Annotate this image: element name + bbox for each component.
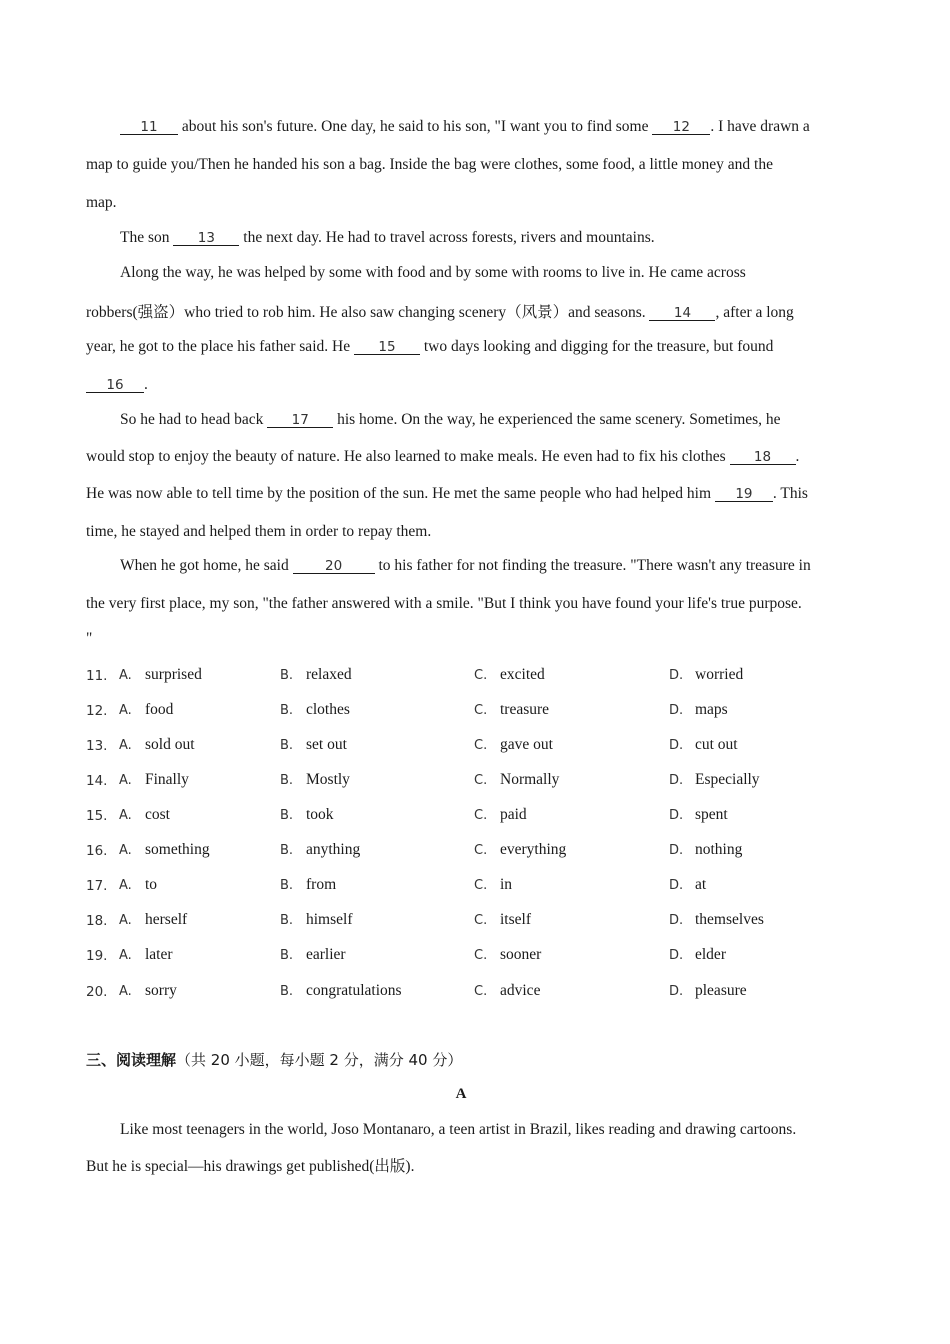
option-letter-a: A. <box>119 948 132 963</box>
passage-line <box>120 557 811 575</box>
option-a[interactable]: something <box>145 841 210 858</box>
passage-line: Like most teenagers in the world, Joso Montanaro, a teen artist in Brazil, likes reading and drawing cartoons. <box>120 1121 797 1138</box>
passage-text: would stop to enjoy the beauty of nature. He also learned to make meals. He even had to fix his clothes <box>86 448 726 465</box>
option-d[interactable]: themselves <box>695 911 764 928</box>
question-number: 12. <box>86 703 108 719</box>
passage-text: . I have drawn a <box>710 118 810 135</box>
option-letter-d: D. <box>669 984 684 999</box>
blank-14: 14 <box>649 306 715 321</box>
option-row <box>86 911 864 933</box>
question-number: 14. <box>86 773 108 789</box>
option-letter-c: C. <box>474 773 488 788</box>
option-a[interactable]: cost <box>145 806 170 823</box>
option-letter-c: C. <box>474 843 488 858</box>
passage-text: , after a long <box>715 304 794 321</box>
option-letter-a: A. <box>119 843 132 858</box>
option-d[interactable]: pleasure <box>695 982 747 999</box>
blank-16: 16 <box>86 378 144 393</box>
passage-line: the very first place, my son, "the father answered with a smile. "But I think you have found your life's true purpose. <box>86 595 802 612</box>
section-note: （共 20 小题，每小题 2 分，满分 40 分） <box>176 1051 463 1069</box>
option-b[interactable]: took <box>306 806 334 823</box>
option-letter-c: C. <box>474 913 488 928</box>
passage-text: . This <box>772 485 808 502</box>
passage-text: about his son's future. One day, he said to his son, "I want you to find some <box>181 118 649 135</box>
question-number: 18. <box>86 913 108 929</box>
passage-label: A <box>455 1086 467 1102</box>
option-letter-c: C. <box>474 948 488 963</box>
option-row <box>86 841 864 863</box>
passage-text: robbers(强盗）who tried to rob him. He also saw changing scenery（风景）and seasons. <box>86 304 646 321</box>
option-row <box>86 876 864 898</box>
passage-line <box>86 338 773 356</box>
blank-15: 15 <box>354 340 420 355</box>
option-d[interactable]: worried <box>695 666 744 683</box>
option-letter-b: B. <box>280 668 294 683</box>
option-a[interactable]: to <box>145 876 158 893</box>
option-letter-c: C. <box>474 808 488 823</box>
option-letter-d: D. <box>669 913 684 928</box>
option-c[interactable]: advice <box>500 982 541 999</box>
passage-line: Along the way, he was helped by some with food and by some with rooms to live in. He came across <box>120 264 746 281</box>
blank-17: 17 <box>267 413 333 428</box>
blank-13: 13 <box>173 231 239 246</box>
option-letter-d: D. <box>669 808 684 823</box>
option-letter-a: A. <box>119 703 132 718</box>
option-letter-d: D. <box>669 878 684 893</box>
option-letter-c: C. <box>474 984 488 999</box>
passage-line <box>86 485 808 503</box>
option-letter-d: D. <box>669 668 684 683</box>
passage-text: So he had to head back <box>120 411 264 428</box>
option-row <box>86 701 864 723</box>
blank-18: 18 <box>730 450 796 465</box>
option-a[interactable]: herself <box>145 911 188 928</box>
passage-text: When he got home, he said <box>120 557 289 574</box>
option-d[interactable]: at <box>695 876 707 893</box>
passage-line <box>120 118 810 136</box>
question-number: 16. <box>86 843 108 859</box>
option-b[interactable]: himself <box>306 911 353 928</box>
option-letter-a: A. <box>119 668 132 683</box>
option-c[interactable]: excited <box>500 666 545 683</box>
option-letter-a: A. <box>119 878 132 893</box>
question-number: 20. <box>86 984 108 1000</box>
option-a[interactable]: later <box>145 946 173 963</box>
option-c[interactable]: Normally <box>500 771 560 788</box>
option-letter-a: A. <box>119 738 132 753</box>
option-c[interactable]: treasure <box>500 701 550 718</box>
option-row <box>86 666 864 688</box>
option-row <box>86 771 864 793</box>
option-letter-b: B. <box>280 703 294 718</box>
passage-text: . <box>144 376 148 393</box>
option-letter-a: A. <box>119 808 132 823</box>
option-c[interactable]: gave out <box>500 736 553 753</box>
option-b[interactable]: relaxed <box>306 666 352 683</box>
option-letter-d: D. <box>669 703 684 718</box>
option-d[interactable]: Especially <box>695 771 760 788</box>
option-letter-b: B. <box>280 843 294 858</box>
option-letter-c: C. <box>474 668 488 683</box>
option-row <box>86 806 864 828</box>
passage-text: He was now able to tell time by the position of the sun. He met the same people who had helped him <box>86 485 712 502</box>
passage-line <box>120 229 655 247</box>
option-d[interactable]: spent <box>695 806 728 823</box>
question-number: 15. <box>86 808 108 824</box>
option-a[interactable]: food <box>145 701 174 718</box>
option-row <box>86 946 864 968</box>
passage-line: " <box>86 630 93 647</box>
option-letter-c: C. <box>474 703 488 718</box>
passage-line <box>86 300 794 322</box>
passage-line: time, he stayed and helped them in order to repay them. <box>86 523 432 540</box>
question-number: 11. <box>86 668 108 684</box>
option-d[interactable]: nothing <box>695 841 743 858</box>
option-a[interactable]: surprised <box>145 666 202 683</box>
passage-line: map to guide you/Then he handed his son a bag. Inside the bag were clothes, some food, a little money and the <box>86 156 773 173</box>
passage-text: two days looking and digging for the treasure, but found <box>423 338 774 355</box>
option-letter-d: D. <box>669 948 684 963</box>
option-c[interactable]: sooner <box>500 946 542 963</box>
option-letter-b: B. <box>280 808 294 823</box>
option-letter-b: B. <box>280 984 294 999</box>
option-letter-d: D. <box>669 843 684 858</box>
option-a[interactable]: sold out <box>145 736 195 753</box>
option-letter-a: A. <box>119 984 132 999</box>
passage-line: But he is special—his drawings get published(出版). <box>86 1158 415 1175</box>
passage-text: his home. On the way, he experienced the same scenery. Sometimes, he <box>337 411 781 428</box>
passage-text: year, he got to the place his father said. He <box>86 338 351 355</box>
blank-12: 12 <box>652 120 710 135</box>
passage-line <box>86 376 148 394</box>
question-number: 19. <box>86 948 108 964</box>
blank-20: 20 <box>293 559 375 574</box>
option-b[interactable]: set out <box>306 736 347 753</box>
question-number: 13. <box>86 738 108 754</box>
option-c[interactable]: paid <box>500 806 527 823</box>
section-title: 三、阅读理解 <box>86 1051 177 1069</box>
passage-line <box>86 448 799 466</box>
option-row <box>86 982 864 1004</box>
option-d[interactable]: elder <box>695 946 726 963</box>
option-letter-a: A. <box>119 913 132 928</box>
option-letter-c: C. <box>474 878 488 893</box>
passage-text: to his father for not finding the treasure. "There wasn't any treasure in <box>378 557 811 574</box>
passage-text: the next day. He had to travel across forests, rivers and mountains. <box>243 229 655 246</box>
option-b[interactable]: clothes <box>306 701 350 718</box>
option-d[interactable]: cut out <box>695 736 738 753</box>
option-a[interactable]: Finally <box>145 771 189 788</box>
passage-line <box>120 411 781 429</box>
option-letter-d: D. <box>669 738 684 753</box>
option-letter-d: D. <box>669 773 684 788</box>
option-letter-b: B. <box>280 738 294 753</box>
option-b[interactable]: anything <box>306 841 361 858</box>
blank-19: 19 <box>715 487 773 502</box>
passage-text: . <box>795 448 800 465</box>
option-b[interactable]: Mostly <box>306 771 350 788</box>
option-c[interactable]: everything <box>500 841 567 858</box>
option-letter-c: C. <box>474 738 488 753</box>
option-letter-b: B. <box>280 773 294 788</box>
option-b[interactable]: congratulations <box>306 982 402 999</box>
option-c[interactable]: in <box>500 876 513 893</box>
option-d[interactable]: maps <box>695 701 728 718</box>
option-c[interactable]: itself <box>500 911 531 928</box>
option-letter-a: A. <box>119 773 132 788</box>
section-header <box>86 1049 462 1070</box>
passage-text: The son <box>120 229 170 246</box>
option-a[interactable]: sorry <box>145 982 177 999</box>
blank-11: 11 <box>120 120 178 135</box>
passage-line: map. <box>86 194 117 211</box>
option-row <box>86 736 864 758</box>
option-b[interactable]: earlier <box>306 946 346 963</box>
option-letter-b: B. <box>280 878 294 893</box>
option-b[interactable]: from <box>306 876 337 893</box>
option-letter-b: B. <box>280 913 294 928</box>
option-letter-b: B. <box>280 948 294 963</box>
question-number: 17. <box>86 878 108 894</box>
